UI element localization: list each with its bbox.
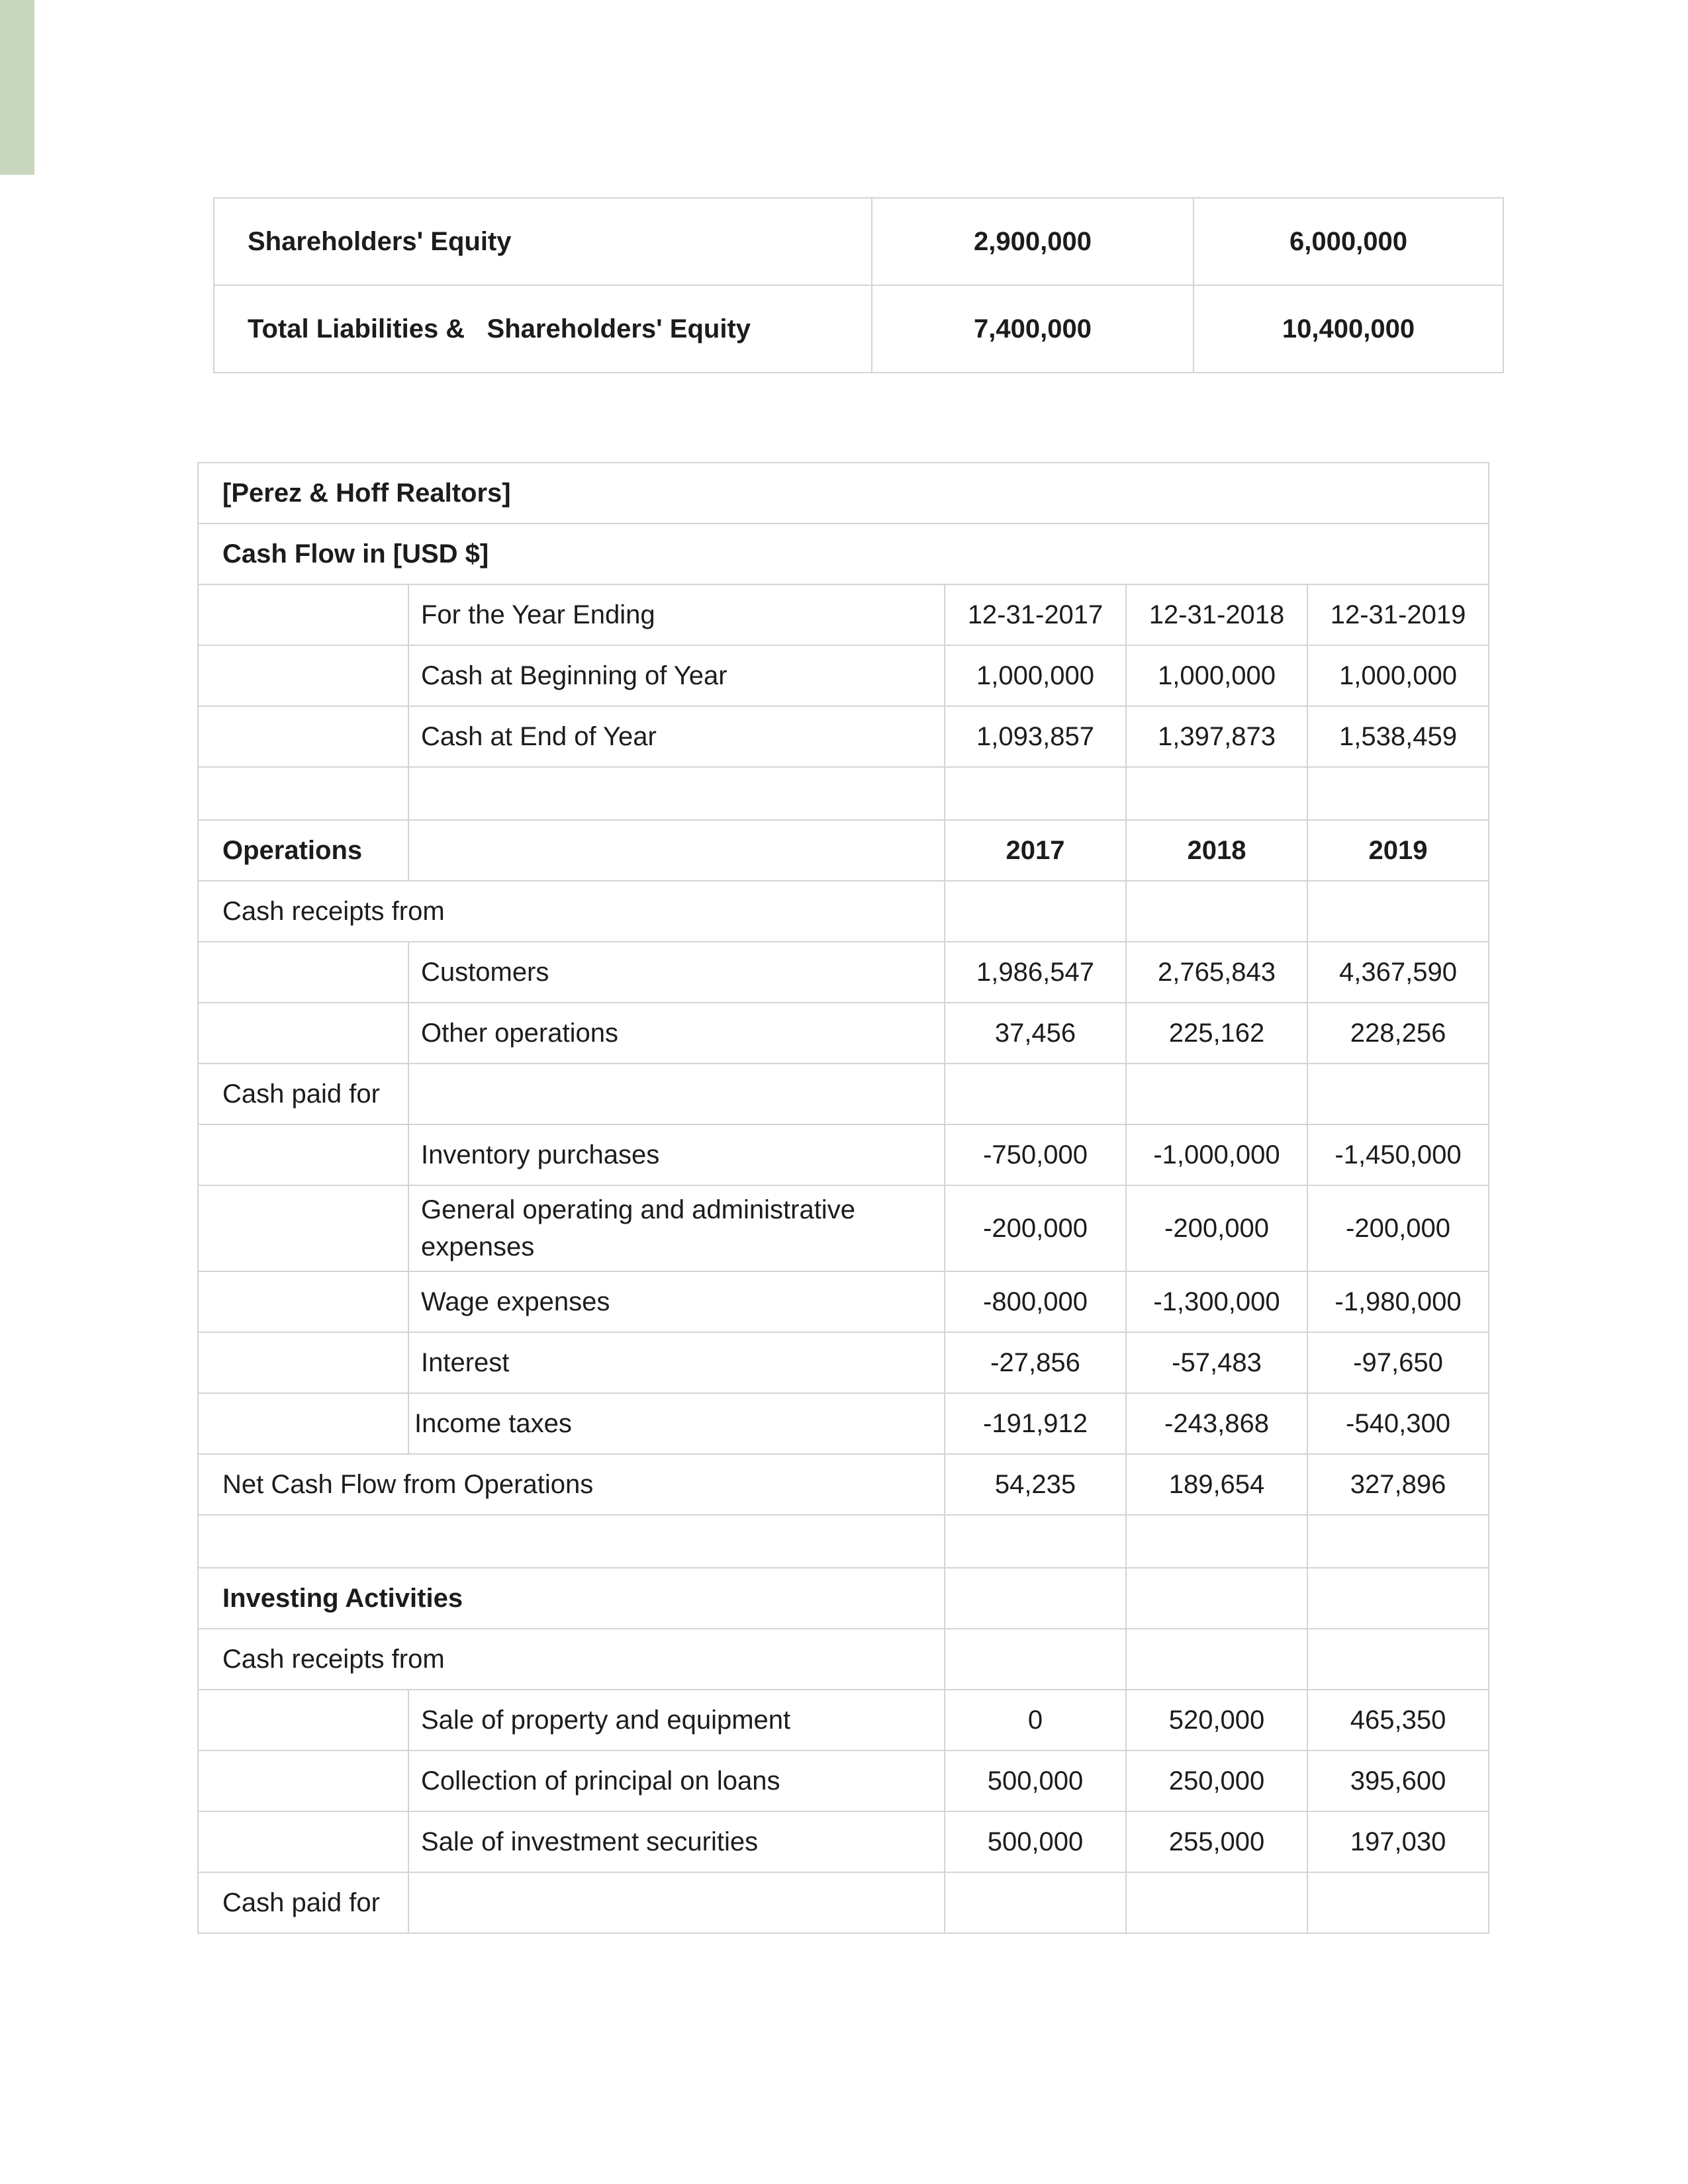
value-cell: 255,000 bbox=[1126, 1811, 1307, 1872]
accent-bar bbox=[0, 0, 34, 175]
table-row bbox=[198, 1271, 1489, 1332]
statement-title: Cash Flow in [USD $] bbox=[198, 523, 1489, 584]
table-row bbox=[198, 1629, 1489, 1690]
subsection-label: Cash receipts from bbox=[198, 881, 945, 942]
value-cell: 1,986,547 bbox=[945, 942, 1126, 1003]
value-cell: 4,367,590 bbox=[1307, 942, 1489, 1003]
value-cell: -200,000 bbox=[1307, 1185, 1489, 1271]
table-row bbox=[198, 584, 1489, 645]
value-cell: -191,912 bbox=[945, 1393, 1126, 1454]
value-cell: 465,350 bbox=[1307, 1690, 1489, 1751]
value-cell: 225,162 bbox=[1126, 1003, 1307, 1064]
equity-table bbox=[213, 197, 1504, 373]
row-label: Total Liabilities & Shareholders' Equity bbox=[214, 285, 872, 373]
table-row bbox=[198, 523, 1489, 584]
table-row bbox=[198, 942, 1489, 1003]
value-cell: -97,650 bbox=[1307, 1332, 1489, 1393]
row-label: Shareholders' Equity bbox=[214, 198, 872, 285]
table-row bbox=[198, 1872, 1489, 1933]
subsection-label: Cash receipts from bbox=[198, 1629, 945, 1690]
table-row bbox=[198, 1185, 1489, 1271]
table-row bbox=[198, 645, 1489, 706]
value-cell: 1,000,000 bbox=[945, 645, 1126, 706]
value-cell: 520,000 bbox=[1126, 1690, 1307, 1751]
value-cell: 0 bbox=[945, 1690, 1126, 1751]
value-cell: 6,000,000 bbox=[1194, 198, 1503, 285]
table-row bbox=[198, 1811, 1489, 1872]
value-cell: 327,896 bbox=[1307, 1454, 1489, 1515]
value-cell: -750,000 bbox=[945, 1124, 1126, 1185]
row-label: Wage expenses bbox=[408, 1271, 945, 1332]
section-heading: Operations bbox=[198, 820, 408, 881]
value-cell: -1,300,000 bbox=[1126, 1271, 1307, 1332]
value-cell: -1,000,000 bbox=[1126, 1124, 1307, 1185]
table-row bbox=[198, 1568, 1489, 1629]
value-cell: -200,000 bbox=[945, 1185, 1126, 1271]
row-label: Cash at End of Year bbox=[408, 706, 945, 767]
table-row bbox=[198, 1003, 1489, 1064]
table-row bbox=[198, 881, 1489, 942]
row-label: Cash at Beginning of Year bbox=[408, 645, 945, 706]
net-cash-label: Net Cash Flow from Operations bbox=[198, 1454, 945, 1515]
table-row bbox=[214, 285, 1503, 373]
value-cell: -1,450,000 bbox=[1307, 1124, 1489, 1185]
value-cell: 37,456 bbox=[945, 1003, 1126, 1064]
value-cell: 10,400,000 bbox=[1194, 285, 1503, 373]
table-row bbox=[198, 706, 1489, 767]
cash-flow-table bbox=[197, 462, 1489, 1934]
table-row bbox=[214, 198, 1503, 285]
value-cell: -540,300 bbox=[1307, 1393, 1489, 1454]
value-cell: 1,000,000 bbox=[1307, 645, 1489, 706]
value-cell: 1,538,459 bbox=[1307, 706, 1489, 767]
value-cell: -800,000 bbox=[945, 1271, 1126, 1332]
value-cell: 500,000 bbox=[945, 1751, 1126, 1811]
value-cell: 395,600 bbox=[1307, 1751, 1489, 1811]
company-name: [Perez & Hoff Realtors] bbox=[198, 463, 1489, 523]
table-row bbox=[198, 820, 1489, 881]
year-header: 2017 bbox=[945, 820, 1126, 881]
year-header: 2018 bbox=[1126, 820, 1307, 881]
row-label: Collection of principal on loans bbox=[408, 1751, 945, 1811]
date-cell: 12-31-2019 bbox=[1307, 584, 1489, 645]
row-label: General operating and administrative expenses bbox=[408, 1185, 945, 1271]
section-heading: Investing Activities bbox=[198, 1568, 945, 1629]
row-label: Interest bbox=[408, 1332, 945, 1393]
subsection-label: Cash paid for bbox=[198, 1064, 408, 1124]
value-cell: 1,093,857 bbox=[945, 706, 1126, 767]
table-row bbox=[198, 1751, 1489, 1811]
value-cell: 54,235 bbox=[945, 1454, 1126, 1515]
value-cell: 1,397,873 bbox=[1126, 706, 1307, 767]
row-label: Inventory purchases bbox=[408, 1124, 945, 1185]
year-header: 2019 bbox=[1307, 820, 1489, 881]
table-row bbox=[198, 1064, 1489, 1124]
spacer-row bbox=[198, 767, 1489, 820]
table-row bbox=[198, 1124, 1489, 1185]
value-cell: -57,483 bbox=[1126, 1332, 1307, 1393]
table-row bbox=[198, 1393, 1489, 1454]
row-label: Income taxes bbox=[408, 1393, 945, 1454]
value-cell: -200,000 bbox=[1126, 1185, 1307, 1271]
row-label: Sale of investment securities bbox=[408, 1811, 945, 1872]
value-cell: 228,256 bbox=[1307, 1003, 1489, 1064]
value-cell: 250,000 bbox=[1126, 1751, 1307, 1811]
table-row bbox=[198, 1332, 1489, 1393]
table-row bbox=[198, 463, 1489, 523]
value-cell: 2,765,843 bbox=[1126, 942, 1307, 1003]
value-cell: 189,654 bbox=[1126, 1454, 1307, 1515]
spacer-row bbox=[198, 1515, 1489, 1568]
row-label: Customers bbox=[408, 942, 945, 1003]
table-row bbox=[198, 1690, 1489, 1751]
subsection-label: Cash paid for bbox=[198, 1872, 408, 1933]
row-label: Other operations bbox=[408, 1003, 945, 1064]
row-label: For the Year Ending bbox=[408, 584, 945, 645]
table-row bbox=[198, 1454, 1489, 1515]
value-cell: 197,030 bbox=[1307, 1811, 1489, 1872]
row-label: Sale of property and equipment bbox=[408, 1690, 945, 1751]
value-cell: 500,000 bbox=[945, 1811, 1126, 1872]
value-cell: 2,900,000 bbox=[872, 198, 1194, 285]
value-cell: -243,868 bbox=[1126, 1393, 1307, 1454]
value-cell: -1,980,000 bbox=[1307, 1271, 1489, 1332]
date-cell: 12-31-2018 bbox=[1126, 584, 1307, 645]
value-cell: 1,000,000 bbox=[1126, 645, 1307, 706]
value-cell: 7,400,000 bbox=[872, 285, 1194, 373]
value-cell: -27,856 bbox=[945, 1332, 1126, 1393]
date-cell: 12-31-2017 bbox=[945, 584, 1126, 645]
